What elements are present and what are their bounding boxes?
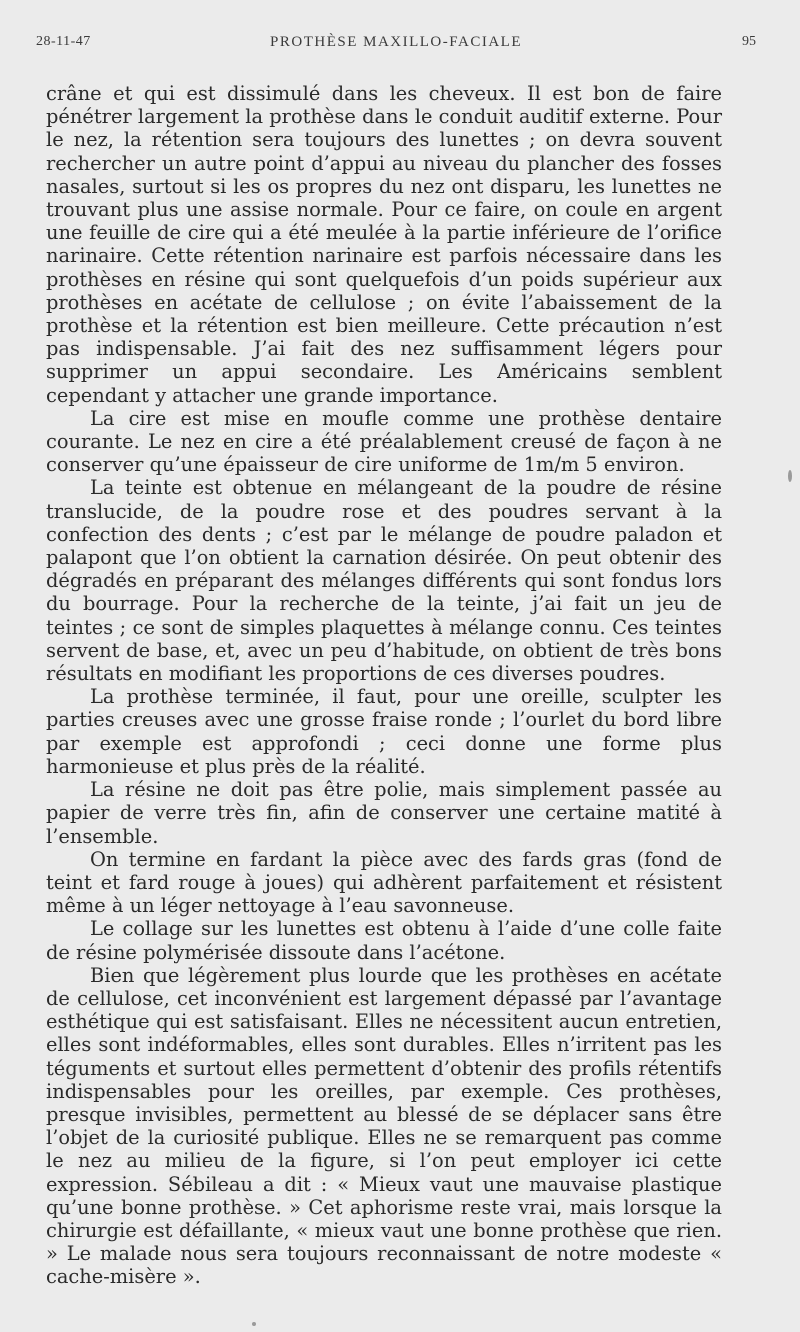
paragraph-conclusion: Bien que légèrement plus lourde que les prothèses en acétate de cellulose, cet inconvénient est largement dépassé par l’avantage esthétique qui est satisfaisant. Elles ne nécessitent aucun entretien, elles sont indéformables, elles sont durables. Elles n’irritent pas les téguments et surtout elles permettent d’obtenir des profils rétentifs indispensables pour les oreilles, par exemple. Ces prothèses, presque invisibles, permettent au blessé de se déplacer sans être l’objet de la curiosité publique. Elles ne se remarquent pas comme le nez au milieu de la figure, si l’on peut employer ici cette expression. Sébileau a dit : « Mieux vaut une mauvaise plastique qu’une bonne prothèse. » Cet aphorisme reste vrai, mais lorsque la chirurgie est défaillante, « mieux vaut une bonne prothèse que rien. » Le malade nous sera toujours reconnaissant de notre modeste « cache-misère ».	[46, 963, 722, 1289]
header-date: 28-11-47	[36, 34, 91, 49]
page-number: 95	[742, 34, 756, 49]
paragraph-makeup: On termine en fardant la pièce avec des fards gras (fond de teint et fard rouge à joues) qui adhèrent parfaitement et résistent même à un léger nettoyage à l’eau savonneuse.	[46, 847, 722, 918]
running-header	[36, 34, 756, 58]
paper-speck	[252, 1322, 256, 1326]
paper-speck	[788, 470, 792, 482]
paragraph-polish: La résine ne doit pas être polie, mais simplement passée au papier de verre très fin, afin de conserver une certaine matité à l’ensemble.	[46, 778, 722, 848]
paragraph-sculpting: La prothèse terminée, il faut, pour une oreille, sculpter les parties creuses avec une grosse fraise ronde ; l’ourlet du bord libre par exemple est approfondi ; ceci donne une forme plus harmonieuse et plus près de la réalité.	[46, 685, 722, 778]
paragraph-continuation: crâne et qui est dissimulé dans les cheveux. Il est bon de faire pénétrer largement la prothèse dans le conduit auditif externe. Pour le nez, la rétention sera toujours des lunettes ; on devra souvent rechercher un autre point d’appui au niveau du plancher des fosses nasales, surtout si les os propres du nez ont disparu, les lunettes ne trouvant plus une assise normale. Pour ce faire, on coule en argent une feuille de cire qui a été meulée à la partie inférieure de l’orifice narinaire. Cette rétention narinaire est parfois nécessaire dans les prothèses en résine qui sont quelquefois d’un poids supérieur aux prothèses en acétate de cellulose ; on évite l’abaissement de la prothèse et la rétention est bien meilleure. Cette précaution n’est pas indispensable. J’ai fait des nez suffisamment légers pour supprimer un appui secondaire. Les Américains semblent cependant y attacher une grande importance.	[46, 82, 722, 407]
paragraph-wax-mould: La cire est mise en moufle comme une prothèse dentaire courante. Le nez en cire a été préalablement creusé de façon à ne conserver qu’une épaisseur de cire uniforme de 1m/m 5 environ.	[46, 406, 722, 477]
page-body	[46, 82, 722, 1289]
paragraph-tint: La teinte est obtenue en mélangeant de la poudre de résine translucide, de la poudre rose et des poudres servant à la confection des dents ; c’est par le mélange de poudre paladon et palapont que l’on obtient la carnation désirée. On peut obtenir des dégradés en préparant des mélanges différents qui sont fondus lors du bourrage. Pour la recherche de la teinte, j’ai fait un jeu de teintes ; ce sont de simples plaquettes à mélange connu. Ces teintes servent de base, et, avec un peu d’habitude, on obtient de très bons résultats en modifiant les proportions de ces diverses poudres.	[46, 476, 722, 686]
header-title: PROTHÈSE MAXILLO-FACIALE	[270, 34, 522, 50]
paragraph-gluing: Le collage sur les lunettes est obtenu à l’aide d’une colle faite de résine polymérisée dissoute dans l’acétone.	[46, 917, 722, 964]
